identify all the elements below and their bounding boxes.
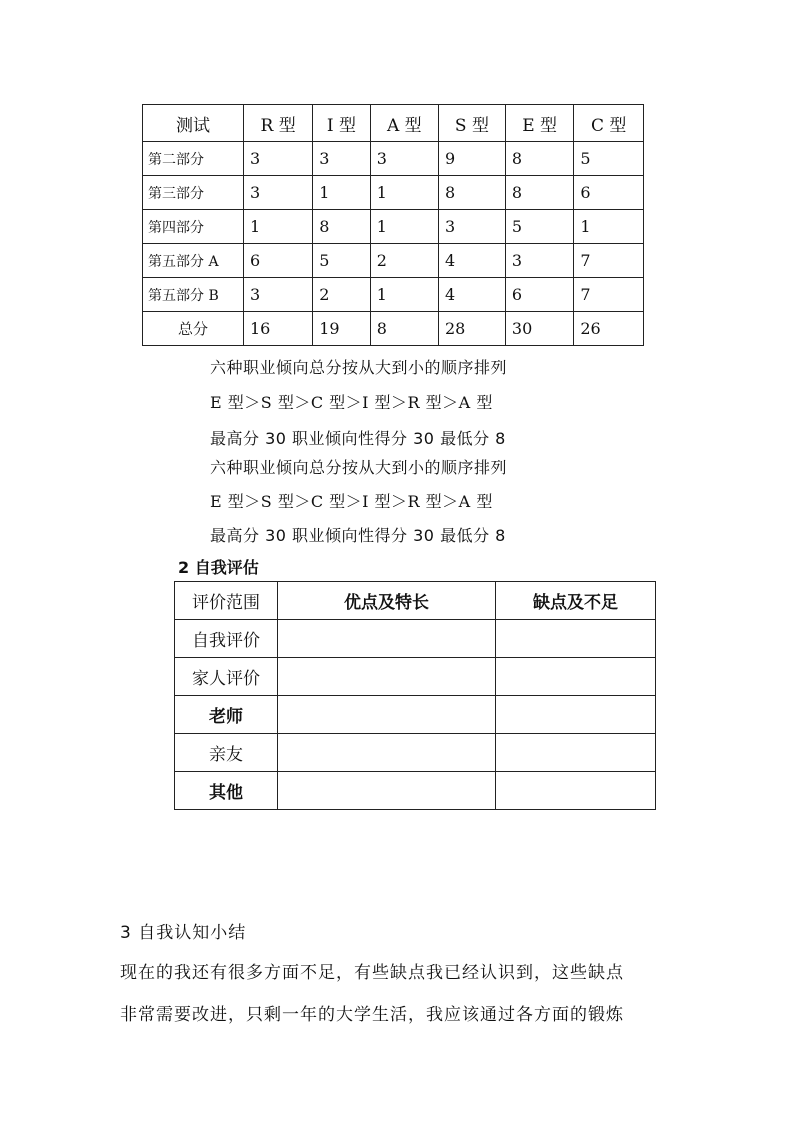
row-label: 亲友 [175,734,278,772]
row-label: 第三部分 [143,176,244,210]
score-cell: 2 [313,278,371,312]
row-label: 第五部分 B [143,278,244,312]
score-cell: 3 [313,142,371,176]
empty-cell [278,772,496,810]
empty-cell [278,658,496,696]
empty-cell [278,734,496,772]
empty-cell [278,620,496,658]
score-cell: 6 [505,278,573,312]
section-heading: 3 自我认知小结 [120,923,247,943]
score-cell: 5 [574,142,644,176]
row-label: 总分 [143,312,244,346]
total-row [143,312,644,346]
header-cell: I 型 [313,105,371,142]
table-row [175,696,656,734]
score-cell: 3 [244,142,313,176]
table-row [143,142,644,176]
score-cell: 28 [438,312,505,346]
header-cell: 缺点及不足 [496,582,656,620]
row-label: 其他 [175,772,278,810]
score-cell: 16 [244,312,313,346]
empty-cell [496,620,656,658]
score-cell: 4 [438,278,505,312]
score-cell: 4 [438,244,505,278]
table-row [175,620,656,658]
score-cell: 3 [370,142,438,176]
score-cell: 7 [574,278,644,312]
career-score-table [142,104,644,346]
header-cell: 优点及特长 [278,582,496,620]
score-cell: 1 [370,278,438,312]
score-cell: 6 [244,244,313,278]
summary-line: 最高分 30 职业倾向性得分 30 最低分 8 [210,429,506,448]
score-cell: 1 [370,210,438,244]
score-cell: 8 [438,176,505,210]
empty-cell [496,658,656,696]
header-cell: R 型 [244,105,313,142]
score-cell: 9 [438,142,505,176]
header-cell: S 型 [438,105,505,142]
row-label: 第四部分 [143,210,244,244]
score-cell: 2 [370,244,438,278]
self-evaluation-table [174,581,656,810]
row-label: 家人评价 [175,658,278,696]
summary-line: 六种职业倾向总分按从大到小的顺序排列 [210,358,508,377]
empty-cell [496,772,656,810]
table-header-row [143,105,644,142]
section-heading: 2 自我评估 [178,558,259,577]
table-header-row [175,582,656,620]
score-cell: 3 [244,176,313,210]
score-cell: 8 [505,142,573,176]
score-cell: 8 [505,176,573,210]
row-label: 第五部分 A [143,244,244,278]
score-cell: 1 [574,210,644,244]
table-row [143,244,644,278]
header-cell: E 型 [505,105,573,142]
row-label: 老师 [175,696,278,734]
score-cell: 5 [313,244,371,278]
paragraph-line: 现在的我还有很多方面不足，有些缺点我已经认识到，这些缺点 [120,963,624,983]
empty-cell [496,734,656,772]
summary-line: 最高分 30 职业倾向性得分 30 最低分 8 [210,526,506,545]
header-cell: A 型 [370,105,438,142]
header-cell: 测试 [143,105,244,142]
score-cell: 3 [505,244,573,278]
paragraph-line: 非常需要改进，只剩一年的大学生活，我应该通过各方面的锻炼 [120,1005,624,1025]
empty-cell [278,696,496,734]
score-cell: 8 [370,312,438,346]
score-cell: 8 [313,210,371,244]
table-row [175,734,656,772]
summary-line: E 型＞S 型＞C 型＞I 型＞R 型＞A 型 [210,393,493,412]
row-label: 第二部分 [143,142,244,176]
score-cell: 7 [574,244,644,278]
empty-cell [496,696,656,734]
table-row [175,772,656,810]
score-cell: 3 [244,278,313,312]
score-cell: 6 [574,176,644,210]
score-cell: 5 [505,210,573,244]
score-cell: 1 [244,210,313,244]
row-label: 自我评价 [175,620,278,658]
header-cell: 评价范围 [175,582,278,620]
score-cell: 26 [574,312,644,346]
score-cell: 1 [313,176,371,210]
score-cell: 30 [505,312,573,346]
header-cell: C 型 [574,105,644,142]
table-row [175,658,656,696]
score-cell: 3 [438,210,505,244]
score-cell: 19 [313,312,371,346]
summary-line: E 型＞S 型＞C 型＞I 型＞R 型＞A 型 [210,492,493,511]
summary-line: 六种职业倾向总分按从大到小的顺序排列 [210,458,508,477]
table-row [143,176,644,210]
table-row [143,278,644,312]
score-cell: 1 [370,176,438,210]
table-row [143,210,644,244]
